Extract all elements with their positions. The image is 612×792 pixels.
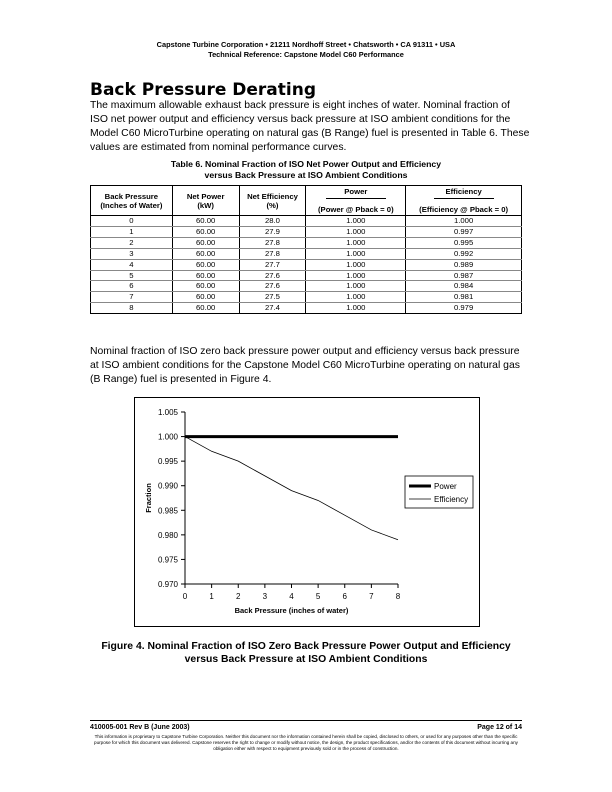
cell-net-power: 60.00 <box>172 216 239 227</box>
y-tick-label: 0.970 <box>157 580 178 589</box>
x-tick-label: 5 <box>315 592 321 601</box>
cell-net-efficiency: 27.6 <box>239 270 306 281</box>
x-tick-label: 2 <box>236 592 241 601</box>
table-caption-line1: Table 6. Nominal Fraction of ISO Net Power Output and Efficiency <box>170 159 442 169</box>
y-tick-label: 0.990 <box>157 481 178 491</box>
table-row <box>91 237 522 248</box>
intro-paragraph: The maximum allowable exhaust back pressure is eight inches of water. Nominal fraction of ISO net power output and efficiency versus back pressure at ISO ambient conditions for the Model C60 MicroTurbine operating on natural gas (B Range) fuel is presented in Table 6. These values are estimated from nominal performance curves. <box>90 100 530 153</box>
table-header-row <box>91 186 522 216</box>
col-power-label: Power <box>344 187 368 196</box>
figure-caption <box>90 640 522 666</box>
cell-power-fraction: 1.000 <box>306 259 406 270</box>
table-row <box>91 226 522 237</box>
cell-power-fraction: 1.000 <box>306 281 406 292</box>
x-tick-label: 4 <box>289 592 294 601</box>
cell-efficiency-fraction: 0.992 <box>406 248 522 259</box>
cell-net-power: 60.00 <box>172 270 239 281</box>
section-title: Back Pressure Derating <box>90 80 316 100</box>
footer-divider <box>90 720 522 721</box>
cell-back-pressure: 3 <box>91 248 173 259</box>
col-net-efficiency-unit: (%) <box>266 200 279 210</box>
cell-back-pressure: 2 <box>91 237 173 248</box>
cell-efficiency-fraction: 0.981 <box>406 292 522 303</box>
back-pressure-chart <box>135 398 479 626</box>
table-row <box>91 248 522 259</box>
cell-back-pressure: 8 <box>91 303 173 314</box>
cell-efficiency-fraction: 0.989 <box>406 259 522 270</box>
cell-net-efficiency: 27.9 <box>239 226 306 237</box>
y-tick-label: 0.975 <box>157 555 178 565</box>
chart-frame <box>134 397 480 627</box>
x-tick-label: 0 <box>182 592 188 601</box>
cell-power-fraction: 1.000 <box>306 237 406 248</box>
col-efficiency-fraction <box>406 186 522 216</box>
y-tick-label: 0.980 <box>157 530 178 540</box>
cell-net-power: 60.00 <box>172 292 239 303</box>
figure-caption-line2: versus Back Pressure at ISO Ambient Conditions <box>184 654 428 665</box>
table-caption-line2: versus Back Pressure at ISO Ambient Conditions <box>204 170 408 180</box>
col-net-power <box>172 186 239 216</box>
x-axis-label: Back Pressure (inches of water) <box>234 606 349 615</box>
table-row <box>91 292 522 303</box>
legend-label-power: Power <box>434 482 457 491</box>
cell-net-efficiency: 27.5 <box>239 292 306 303</box>
col-net-efficiency <box>239 186 306 216</box>
cell-efficiency-fraction: 0.984 <box>406 281 522 292</box>
cell-efficiency-fraction: 0.997 <box>406 226 522 237</box>
cell-net-power: 60.00 <box>172 237 239 248</box>
cell-net-efficiency: 27.6 <box>239 281 306 292</box>
cell-back-pressure: 1 <box>91 226 173 237</box>
header-address: Capstone Turbine Corporation • 21211 Nordhoff Street • Chatsworth • CA 91311 • USA <box>156 40 456 49</box>
cell-power-fraction: 1.000 <box>306 248 406 259</box>
cell-power-fraction: 1.000 <box>306 303 406 314</box>
x-tick-label: 3 <box>262 592 268 601</box>
y-tick-label: 1.000 <box>157 432 178 442</box>
table-row <box>91 270 522 281</box>
col-net-power-label: Net Power <box>186 191 225 201</box>
cell-net-power: 60.00 <box>172 303 239 314</box>
cell-power-fraction: 1.000 <box>306 292 406 303</box>
y-tick-label: 0.995 <box>157 457 178 467</box>
col-back-pressure <box>91 186 173 216</box>
figure-caption-line1: Figure 4. Nominal Fraction of ISO Zero Back Pressure Power Output and Efficiency <box>101 641 511 652</box>
x-tick-label: 8 <box>395 592 401 601</box>
cell-net-power: 60.00 <box>172 259 239 270</box>
cell-net-power: 60.00 <box>172 281 239 292</box>
col-back-pressure-label: Back Pressure <box>104 191 159 201</box>
cell-net-efficiency: 28.0 <box>239 216 306 227</box>
fraction-rule <box>326 198 386 199</box>
x-tick-label: 6 <box>342 592 347 601</box>
derating-table <box>90 185 522 314</box>
footer-page-number: Page 12 of 14 <box>477 724 522 731</box>
cell-net-efficiency: 27.7 <box>239 259 306 270</box>
series-line-efficiency <box>185 437 398 540</box>
col-net-power-unit: (kW) <box>197 200 214 210</box>
y-tick-label: 0.985 <box>157 506 178 516</box>
cell-net-efficiency: 27.4 <box>239 303 306 314</box>
fraction-rule <box>434 198 494 199</box>
cell-back-pressure: 5 <box>91 270 173 281</box>
cell-net-power: 60.00 <box>172 226 239 237</box>
cell-net-efficiency: 27.8 <box>239 248 306 259</box>
cell-efficiency-fraction: 0.995 <box>406 237 522 248</box>
figure-intro-paragraph: Nominal fraction of ISO zero back pressure power output and efficiency versus back pressure at ISO ambient conditions for the Capstone Model C60 MicroTurbine operating on natural gas (B Range) fuel is presented in Figure 4. <box>90 346 520 385</box>
col-net-efficiency-label: Net Efficiency <box>247 191 298 201</box>
cell-efficiency-fraction: 0.979 <box>406 303 522 314</box>
cell-power-fraction: 1.000 <box>306 216 406 227</box>
x-tick-label: 1 <box>209 592 214 601</box>
cell-back-pressure: 7 <box>91 292 173 303</box>
footer-notice: This information is proprietary to Capstone Turbine Corporation. Neither this document nor the information contained herein shall be copied, disclosed to others, or used for any purposes other than the specific purpose for which this document was delivered. Capstone reserves the right to change or modify without notice, the design, the product specifications, and/or the contents of this document without incurring any obligation either with respect to equipment previously sold or in the process of construction. <box>94 734 518 751</box>
footer-doc-id: 410005-001 Rev B (June 2003) <box>90 724 190 731</box>
legend-label-efficiency: Efficiency <box>434 495 469 504</box>
cell-back-pressure: 4 <box>91 259 173 270</box>
col-efficiency-sub: (Efficiency @ Pback = 0) <box>419 205 509 214</box>
header-reference: Technical Reference: Capstone Model C60 Performance <box>208 50 404 59</box>
col-back-pressure-unit: (Inches of Water) <box>100 200 163 210</box>
table-row <box>91 259 522 270</box>
cell-back-pressure: 0 <box>91 216 173 227</box>
y-tick-label: 1.005 <box>157 408 178 417</box>
cell-efficiency-fraction: 0.987 <box>406 270 522 281</box>
table-row <box>91 303 522 314</box>
table-caption <box>90 159 522 181</box>
table-row <box>91 281 522 292</box>
cell-back-pressure: 6 <box>91 281 173 292</box>
cell-power-fraction: 1.000 <box>306 270 406 281</box>
col-power-sub: (Power @ Pback = 0) <box>318 205 394 214</box>
cell-power-fraction: 1.000 <box>306 226 406 237</box>
cell-net-power: 60.00 <box>172 248 239 259</box>
cell-net-efficiency: 27.8 <box>239 237 306 248</box>
x-tick-label: 7 <box>369 592 374 601</box>
y-axis-label: Fraction <box>144 483 153 513</box>
col-efficiency-label: Efficiency <box>445 187 482 196</box>
table-row <box>91 216 522 227</box>
cell-efficiency-fraction: 1.000 <box>406 216 522 227</box>
col-power-fraction <box>306 186 406 216</box>
page-header <box>0 40 612 60</box>
